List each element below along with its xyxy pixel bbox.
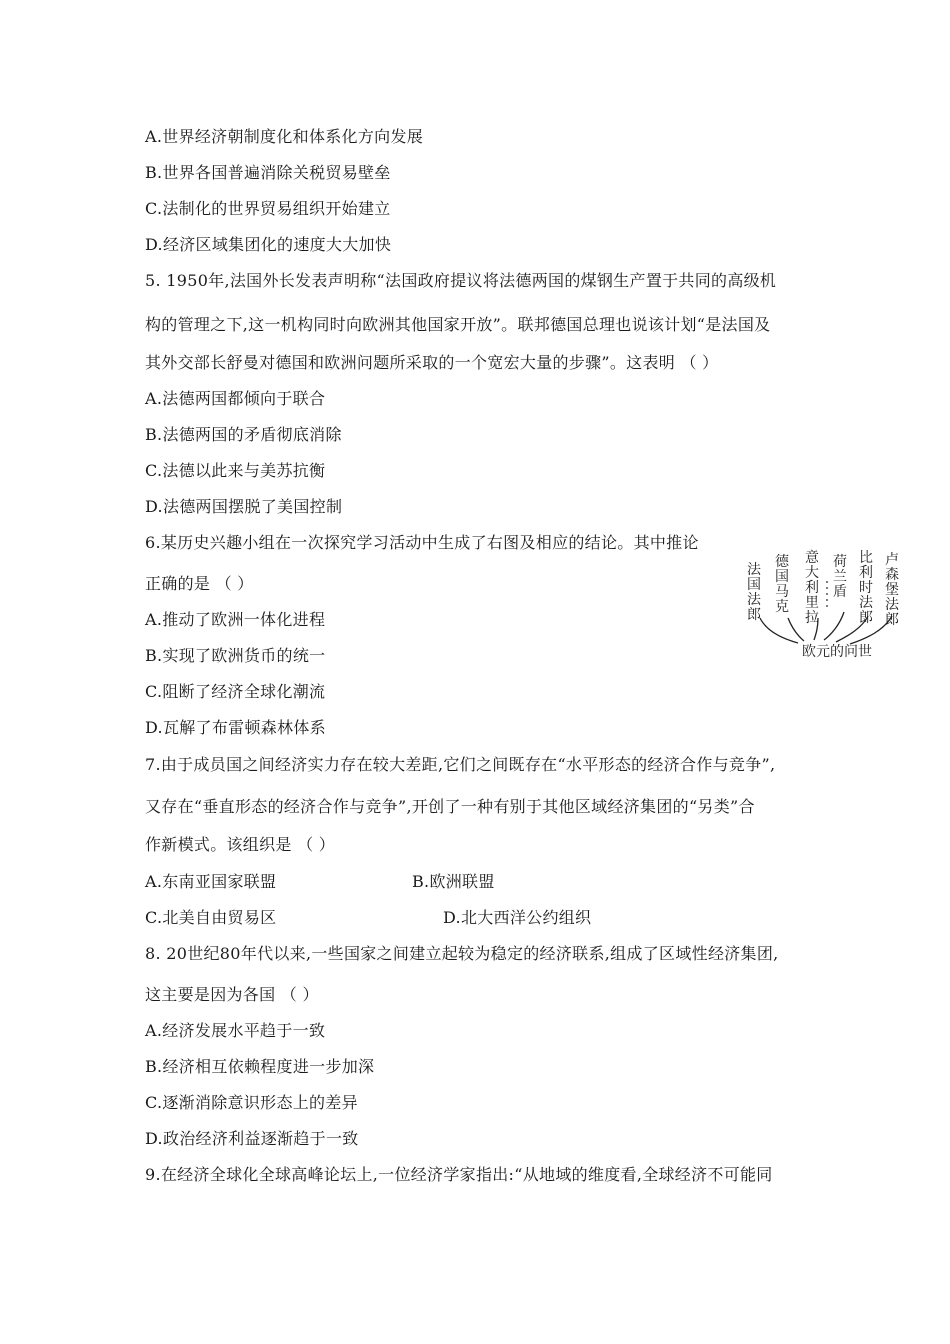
question-6: 6.某历史兴趣小组在一次探究学习活动中生成了右图及相应的结论。其中推论 [145, 533, 699, 552]
question-5: 5. 1950年,法国外长发表声明称“法国政府提议将法德两国的煤钢生产置于共同的高级机 [145, 271, 777, 290]
option-c: C.逐渐消除意识形态上的差异 [145, 1093, 358, 1112]
question-8: 8. 20世纪80年代以来,一些国家之间建立起较为稳定的经济联系,组成了区域性经济集团, [145, 944, 779, 963]
option-a: A.经济发展水平趋于一致 [145, 1021, 326, 1040]
text-line: 作新模式。该组织是 （ ） [145, 835, 336, 854]
text-line: 又存在“垂直形态的经济合作与竞争”,开创了一种有别于其他区域经济集团的“另类”合 [145, 797, 755, 816]
text-line: 其外交部长舒曼对德国和欧洲问题所采取的一个宽宏大量的步骤”。这表明 （ ） [145, 353, 719, 372]
currency-label: 法国法郎 [747, 562, 761, 623]
currency-diagram [740, 548, 910, 660]
text-line: D.经济区域集团化的速度大大加快 [145, 235, 392, 254]
option-a: A.东南亚国家联盟 [145, 872, 277, 891]
option-a: A.法德两国都倾向于联合 [145, 389, 326, 408]
option-c: C.北美自由贸易区 [145, 908, 277, 927]
euro-caption: 欧元的问世 [802, 644, 872, 660]
option-c: C.阻断了经济全球化潮流 [145, 682, 326, 701]
option-b: B.实现了欧洲货币的统一 [145, 646, 326, 665]
text-line: C.法制化的世界贸易组织开始建立 [145, 199, 391, 218]
option-a: A.推动了欧洲一体化进程 [145, 610, 326, 629]
currency-label: 荷兰盾 [833, 554, 847, 600]
option-d: D.政治经济利益逐渐趋于一致 [145, 1129, 359, 1148]
currency-label: 德国马克 [775, 554, 789, 615]
option-d: D.法德两国摆脱了美国控制 [145, 497, 343, 516]
question-9: 9.在经济全球化全球高峰论坛上,一位经济学家指出:“从地域的维度看,全球经济不可能同 [145, 1165, 773, 1184]
currency-label: 意大利里拉 [805, 550, 819, 626]
option-d: D.瓦解了布雷顿森林体系 [145, 718, 326, 737]
text-line: A.世界经济朝制度化和体系化方向发展 [145, 127, 424, 146]
currency-label: 比利时法郎 [859, 550, 873, 626]
text-line: B.世界各国普遍消除关税贸易壁垒 [145, 163, 391, 182]
option-b: B.法德两国的矛盾彻底消除 [145, 425, 342, 444]
currency-diagram-svg [740, 548, 910, 660]
text-line: 这主要是因为各国 （ ） [145, 985, 319, 1004]
option-c: C.法德以此来与美苏抗衡 [145, 461, 326, 480]
option-b: B.经济相互依赖程度进一步加深 [145, 1057, 375, 1076]
option-b: B.欧洲联盟 [412, 872, 495, 891]
text-line: 正确的是 （ ） [145, 574, 254, 593]
question-7: 7.由于成员国之间经济实力存在较大差距,它们之间既存在“水平形态的经济合作与竞争”, [145, 755, 776, 774]
text-line: 构的管理之下,这一机构同时向欧洲其他国家开放”。联邦德国总理也说该计划“是法国及 [145, 315, 771, 334]
option-d: D.北大西洋公约组织 [443, 908, 592, 927]
currency-label: 卢森堡法郎 [885, 552, 899, 628]
